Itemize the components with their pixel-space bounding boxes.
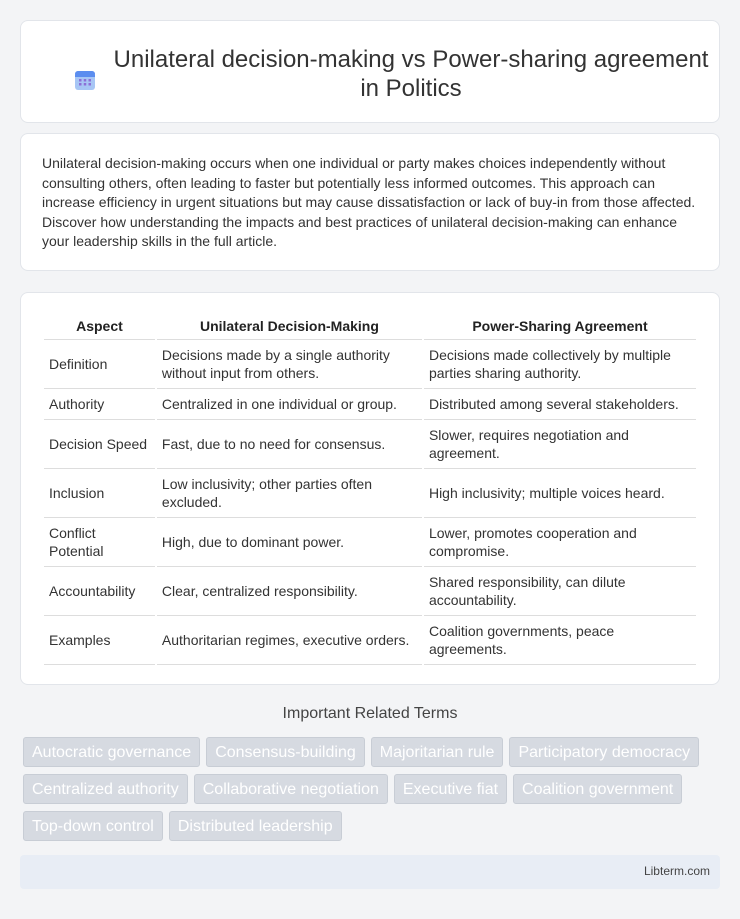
term-tag[interactable]: Consensus-building [206,737,365,767]
footer [20,855,720,889]
related-terms-heading: Important Related Terms [282,705,458,722]
footer-site-link[interactable]: Libterm.com [643,864,710,878]
aspect-cell: Decision Speed [44,420,155,469]
aspect-cell: Authority [44,389,155,420]
unilateral-cell: Decisions made by a single authority without input from others. [157,340,422,389]
term-tag[interactable]: Autocratic governance [23,737,200,767]
unilateral-cell: Clear, centralized responsibility. [157,567,422,616]
term-tag[interactable]: Majoritarian rule [371,737,504,767]
aspect-cell: Accountability [44,567,155,616]
comparison-table [42,313,698,665]
power-sharing-cell: Shared responsibility, can dilute accountability. [424,567,696,616]
unilateral-cell: Low inclusivity; other parties often excluded. [157,469,422,518]
power-sharing-cell: Slower, requires negotiation and agreement. [424,420,696,469]
related-terms-list [23,737,713,841]
term-tag[interactable]: Collaborative negotiation [194,774,388,804]
page-title: Unilateral decision-making vs Power-sharing agreement in Politics [113,46,709,102]
table-row [44,389,696,420]
table-row [44,340,696,389]
power-sharing-cell: Decisions made collectively by multiple parties sharing authority. [424,340,696,389]
table-row [44,420,696,469]
term-tag[interactable]: Top-down control [23,811,163,841]
table-row [44,616,696,665]
power-sharing-cell: High inclusivity; multiple voices heard. [424,469,696,518]
title-card [20,20,720,123]
unilateral-cell: Centralized in one individual or group. [157,389,422,420]
header-aspect: Aspect [44,313,155,340]
aspect-cell: Examples [44,616,155,665]
term-tag[interactable]: Coalition government [513,774,682,804]
unilateral-cell: Fast, due to no need for consensus. [157,420,422,469]
term-tag[interactable]: Participatory democracy [509,737,699,767]
header-power-sharing: Power-Sharing Agreement [424,313,696,340]
unilateral-cell: Authoritarian regimes, executive orders. [157,616,422,665]
intro-card [20,133,720,271]
term-tag[interactable]: Distributed leadership [169,811,342,841]
intro-paragraph: Unilateral decision-making occurs when one individual or party makes choices independently without consulting others, often leading to faster but potentially less informed outcomes. This approach can increase efficiency in urgent situations but may cause dissatisfaction or lack of buy-in from those affected. Discover how understanding the impacts and best practices of unilateral decision-making can enhance your leadership skills in the full article. [42,155,696,250]
unilateral-cell: High, due to dominant power. [157,518,422,567]
table-row [44,469,696,518]
power-sharing-cell: Distributed among several stakeholders. [424,389,696,420]
comparison-card [20,292,720,685]
table-header-row [44,313,696,340]
term-tag[interactable]: Centralized authority [23,774,188,804]
power-sharing-cell: Coalition governments, peace agreements. [424,616,696,665]
aspect-cell: Definition [44,340,155,389]
table-row [44,567,696,616]
calendar-icon [73,68,97,92]
term-tag[interactable]: Executive fiat [394,774,507,804]
aspect-cell: Inclusion [44,469,155,518]
power-sharing-cell: Lower, promotes cooperation and compromise. [424,518,696,567]
table-row [44,518,696,567]
header-unilateral: Unilateral Decision-Making [157,313,422,340]
aspect-cell: Conflict Potential [44,518,155,567]
